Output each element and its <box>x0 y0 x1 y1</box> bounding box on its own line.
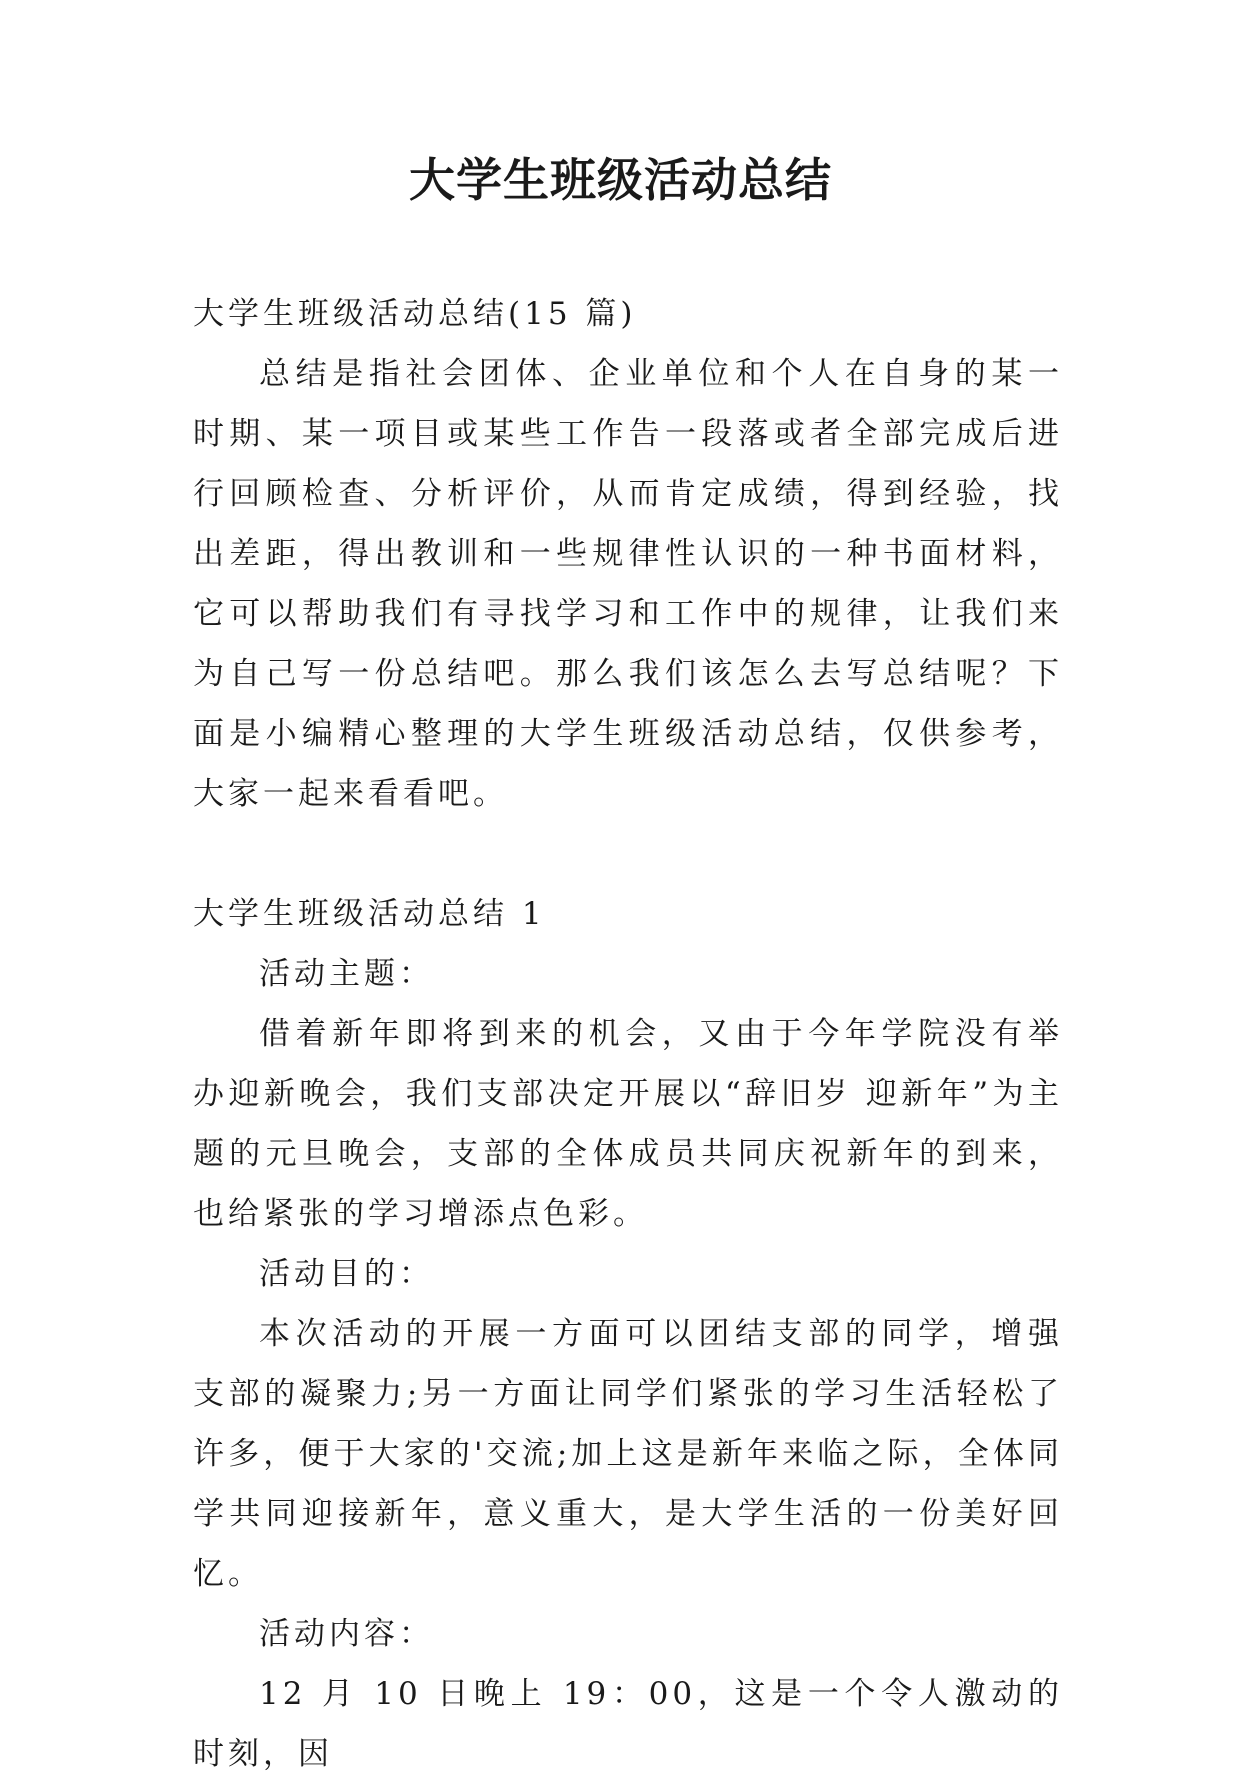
purpose-label: 活动目的： <box>259 1256 434 1292</box>
section-heading: 大学生班级活动总结 1 <box>193 896 546 932</box>
content-paragraph: 12 月 10 日晚上 19：00，这是一个令人激动的时刻，因 <box>193 1676 1063 1772</box>
theme-paragraph: 借着新年即将到来的机会，又由于今年学院没有举办迎新晚会，我们支部决定开展以“辞旧岁 迎新年”为主题的元旦晚会，支部的全体成员共同庆祝新年的到来，也给紧张的学习增添点色彩。 <box>193 1016 1063 1232</box>
section-spacer <box>193 824 1063 884</box>
purpose-paragraph: 本次活动的开展一方面可以团结支部的同学，增强支部的凝聚力;另一方面让同学们紧张的学习生活轻松了许多，便于大家的'交流;加上这是新年来临之际，全体同学共同迎接新年，意义重大，是大学生活的一份美好回忆。 <box>193 1316 1063 1592</box>
content-label: 活动内容： <box>259 1616 434 1652</box>
document-title: 大学生班级活动总结 <box>409 153 832 207</box>
intro-paragraph: 总结是指社会团体、企业单位和个人在自身的某一时期、某一项目或某些工作告一段落或者全部完成后进行回顾检查、分析评价，从而肯定成绩，得到经验，找出差距，得出教训和一些规律性认识的一种书面材料，它可以帮助我们有寻找学习和工作中的规律，让我们来为自己写一份总结吧。那么我们该怎么去写总结呢？下面是小编精心整理的大学生班级活动总结，仅供参考，大家一起来看看吧。 <box>193 356 1063 812</box>
theme-label: 活动主题： <box>259 956 434 992</box>
document-subtitle: 大学生班级活动总结(15 篇) <box>193 296 637 332</box>
document-body <box>193 284 1063 1784</box>
